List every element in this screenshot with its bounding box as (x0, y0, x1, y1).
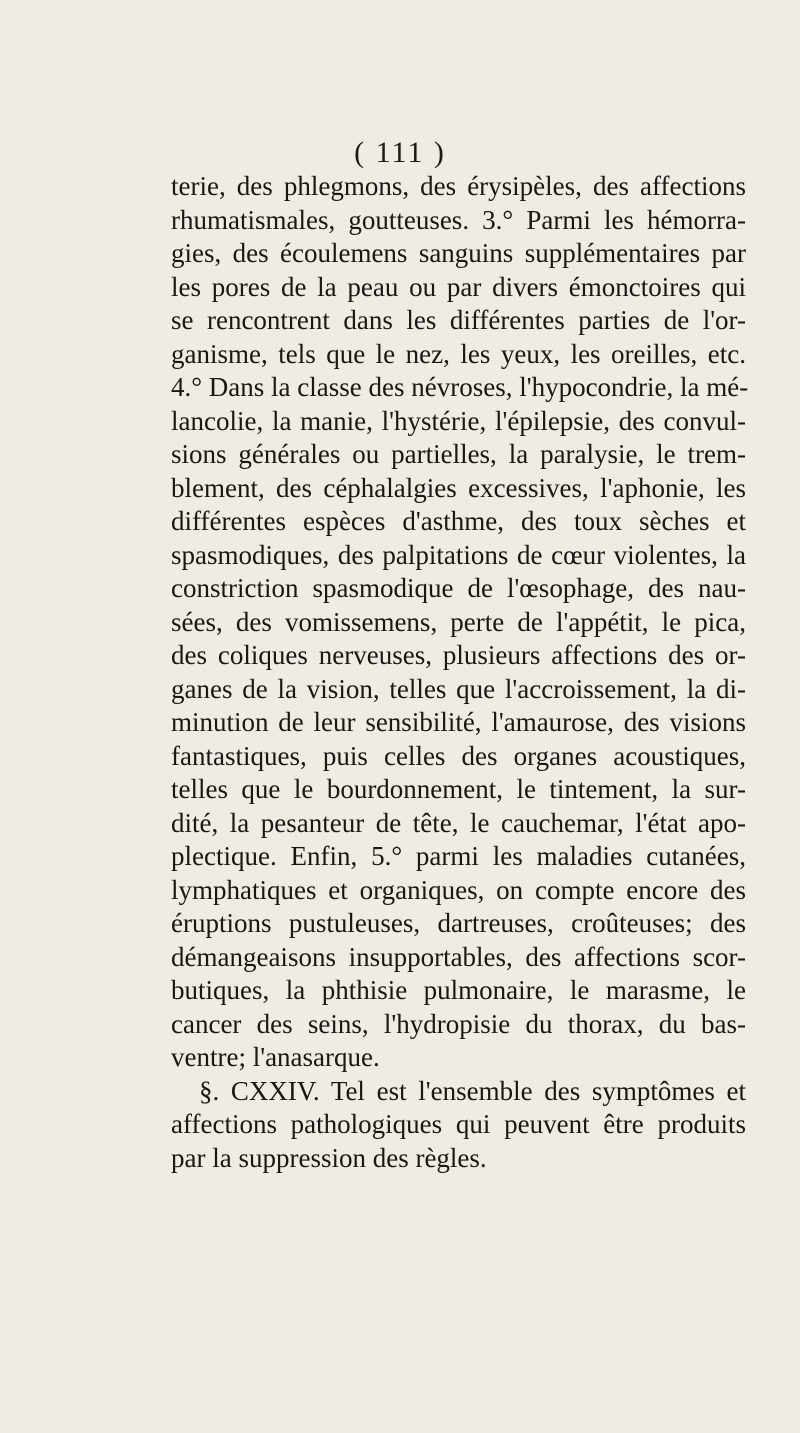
text-line: lancolie, la manie, l'hystérie, l'épilepsie, des convul- (171, 405, 746, 436)
text-line: ganes de la vision, telles que l'accroissement, la di- (171, 673, 746, 704)
text-line: éruptions pustuleuses, dartreuses, croûteuses; des (171, 908, 746, 938)
text-line: rhumatismales, goutteuses. 3.° Parmi les hémorra- (171, 204, 746, 235)
text-line: des coliques nerveuses, plusieurs affections des or- (171, 640, 746, 670)
text-line: 4.° Dans la classe des névroses, l'hypocondrie, la mé- (171, 372, 749, 402)
text-line: blement, des céphalalgies excessives, l'aphonie, les (171, 472, 746, 503)
page-number: ( 111 ) (354, 136, 446, 169)
text-line: se rencontrent dans les différentes parties de l'or- (171, 305, 746, 335)
text-line: démangeaisons insupportables, des affections scor- (171, 941, 746, 972)
text-line: ventre; l'anasarque. (171, 1042, 380, 1072)
text-line: dité, la pesanteur de tête, le cauchemar, l'état apo- (171, 807, 746, 838)
text-line: par la suppression des règles. (171, 1142, 487, 1173)
text-line: cancer des seins, l'hydropisie du thorax, du bas- (171, 1008, 746, 1039)
text-line: différentes espèces d'asthme, des toux sèches et (171, 506, 746, 536)
text-line: fantastiques, puis celles des organes acoustiques, (171, 740, 746, 771)
text-line: affections pathologiques qui peuvent être produits (171, 1109, 746, 1139)
text-line: butiques, la phthisie pulmonaire, le marasme, le (171, 975, 746, 1005)
text-line: plectique. Enfin, 5.° parmi les maladies cutanées, (171, 841, 746, 871)
text-line: spasmodiques, des palpitations de cœur violentes, la (171, 539, 746, 570)
section-heading-line: §. CXXIV. Tel est l'ensemble des symptômes et (199, 1075, 746, 1106)
text-line: terie, des phlegmons, des érysipèles, des affections (171, 171, 746, 201)
text-line: sées, des vomissemens, perte de l'appétit, le pica, (171, 606, 746, 637)
body-text (171, 170, 749, 1175)
text-line: minution de leur sensibilité, l'amaurose, des visions (171, 707, 746, 737)
text-line: ganisme, tels que le nez, les yeux, les oreilles, etc. (171, 338, 746, 369)
text-line: telles que le bourdonnement, le tintement, la sur- (171, 774, 746, 804)
text-line: sions générales ou partielles, la paralysie, le trem- (171, 439, 746, 469)
text-line: lymphatiques et organiques, on compte encore des (171, 874, 746, 905)
text-line: constriction spasmodique de l'œsophage, des nau- (171, 573, 746, 603)
text-line: les pores de la peau ou par divers émonctoires qui (171, 271, 746, 302)
text-line: gies, des écoulemens sanguins supplémentaires par (171, 238, 746, 268)
